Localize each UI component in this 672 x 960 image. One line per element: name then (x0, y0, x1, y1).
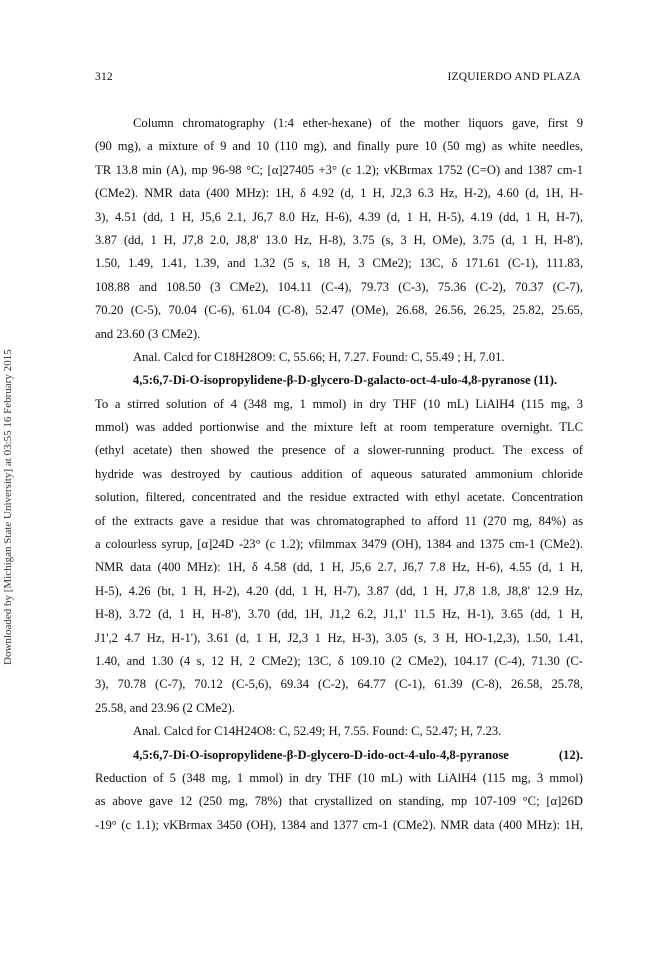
text-line: NMR data (400 MHz): 1H, δ 4.58 (dd, 1 H, J5,6 2.7, J6,7 7.8 Hz, H-6), 4.55 (d, 1 H, (95, 560, 583, 575)
text-line: of the extracts gave a residue that was chromatographed to afford 11 (270 mg, 84%) as (95, 513, 583, 528)
text-line: (90 mg), a mixture of 9 and 10 (110 mg), and finally pure 10 (50 mg) as white needles, (95, 139, 583, 154)
text-line: 3), 70.78 (C-7), 70.12 (C-5,6), 69.34 (C-2), 64.77 (C-1), 61.39 (C-8), 26.58, 25.78, (95, 677, 583, 692)
text-line: Reduction of 5 (348 mg, 1 mmol) in dry THF (10 mL) with LiAlH4 (115 mg, 3 mmol) (95, 770, 583, 785)
text-line: 25.58, and 23.96 (2 CMe2). (95, 700, 235, 715)
text-line: 4,5:6,7-Di-O-isopropylidene-β-D-glycero-D-ido-oct-4-ulo-4,8-pyranose (12). (133, 747, 583, 762)
text-line: Anal. Calcd for C14H24O8: C, 52.49; H, 7.55. Found: C, 52.47; H, 7.23. (133, 724, 502, 739)
text-line: H-8), 3.72 (d, 1 H, H-8'), 3.70 (dd, 1H, J1,2 6.2, J1,1' 11.5 Hz, H-1), 3.65 (dd, 1 H, (95, 607, 583, 622)
text-line: 4,5:6,7-Di-O-isopropylidene-β-D-glycero-D-galacto-oct-4-ulo-4,8-pyranose (11). (133, 373, 558, 388)
text-line: To a stirred solution of 4 (348 mg, 1 mmol) in dry THF (10 mL) LiAlH4 (115 mg, 3 (95, 396, 583, 411)
text-line: as above gave 12 (250 mg, 78%) that crystallized on standing, mp 107-109 °C; [α]26D (95, 794, 583, 809)
text-line: -19° (c 1.1); νKBrmax 3450 (OH), 1384 and 1377 cm-1 (CMe2). NMR data (400 MHz): 1H, (95, 817, 583, 832)
text-line: 3.87 (dd, 1 H, J7,8 2.0, J8,8' 13.0 Hz, H-8), 3.75 (s, 3 H, OMe), 3.75 (d, 1 H, H-8'), (95, 232, 583, 247)
text-line: TR 13.8 min (A), mp 96-98 °C; [α]27405 +3° (c 1.2); νKBrmax 1752 (C=O) and 1387 cm-1 (95, 162, 583, 177)
text-line: Anal. Calcd for C18H28O9: C, 55.66; H, 7.27. Found: C, 55.49 ; H, 7.01. (133, 349, 505, 364)
text-line: (CMe2). NMR data (400 MHz): 1H, δ 4.92 (d, 1 H, J2,3 6.3 Hz, H-2), 4.60 (d, 1H, H- (95, 186, 583, 201)
text-line: H-5), 4.26 (bt, 1 H, H-2), 4.20 (dd, 1 H, H-7), 3.87 (dd, 1 H, J7,8 1.8, J8,8' 12.9 Hz, (95, 583, 583, 598)
text-line: solution, filtered, concentrated and the residue extracted with ethyl acetate. Concentration (95, 490, 583, 505)
text-line: mmol) was added portionwise and the mixture left at room temperature overnight. TLC (95, 420, 583, 435)
text-line: 108.88 and 108.50 (3 CMe2), 104.11 (C-4), 79.73 (C-3), 75.36 (C-2), 70.37 (C-7), (95, 279, 583, 294)
text-line: 1.40, and 1.30 (4 s, 12 H, 2 CMe2); 13C, δ 109.10 (2 CMe2), 104.17 (C-4), 71.30 (C- (95, 653, 583, 668)
download-watermark: Downloaded by [Michigan State University] at 03:55 16 February 2015 (2, 349, 14, 665)
text-line: J1',2 4.7 Hz, H-1'), 3.61 (d, 1 H, J2,3 1 Hz, H-3), 3.05 (s, 3 H, HO-1,2,3), 1.50, 1.41, (95, 630, 583, 645)
text-line: Column chromatography (1:4 ether-hexane) of the mother liquors gave, first 9 (133, 116, 583, 130)
text-line: 70.20 (C-5), 70.04 (C-6), 61.04 (C-8), 52.47 (OMe), 26.68, 26.56, 26.25, 25.82, 25.65, (95, 303, 583, 318)
text-line: (ethyl acetate) then showed the presence of a slower-running product. The excess of (95, 443, 583, 458)
text-line: hydride was destroyed by cautious addition of aqueous saturated ammonium chloride (95, 466, 583, 481)
text-line: 1.50, 1.49, 1.41, 1.39, and 1.32 (5 s, 18 H, 3 CMe2); 13C, δ 171.61 (C-1), 111.83, (95, 256, 583, 271)
running-header (95, 71, 581, 87)
text-line: a colourless syrup, [α]24D -23° (c 1.2); νfilmmax 3479 (OH), 1384 and 1375 cm-1 (CMe2). (95, 537, 583, 552)
page-number: 312 (95, 71, 113, 83)
text-line: 3), 4.51 (dd, 1 H, J5,6 2.1, J6,7 8.0 Hz, H-6), 4.39 (d, 1 H, H-5), 4.19 (dd, 1 H, H-7), (95, 209, 583, 224)
text-line: and 23.60 (3 CMe2). (95, 326, 201, 341)
article-body (95, 112, 583, 837)
running-head: IZQUIERDO AND PLAZA (447, 71, 581, 83)
